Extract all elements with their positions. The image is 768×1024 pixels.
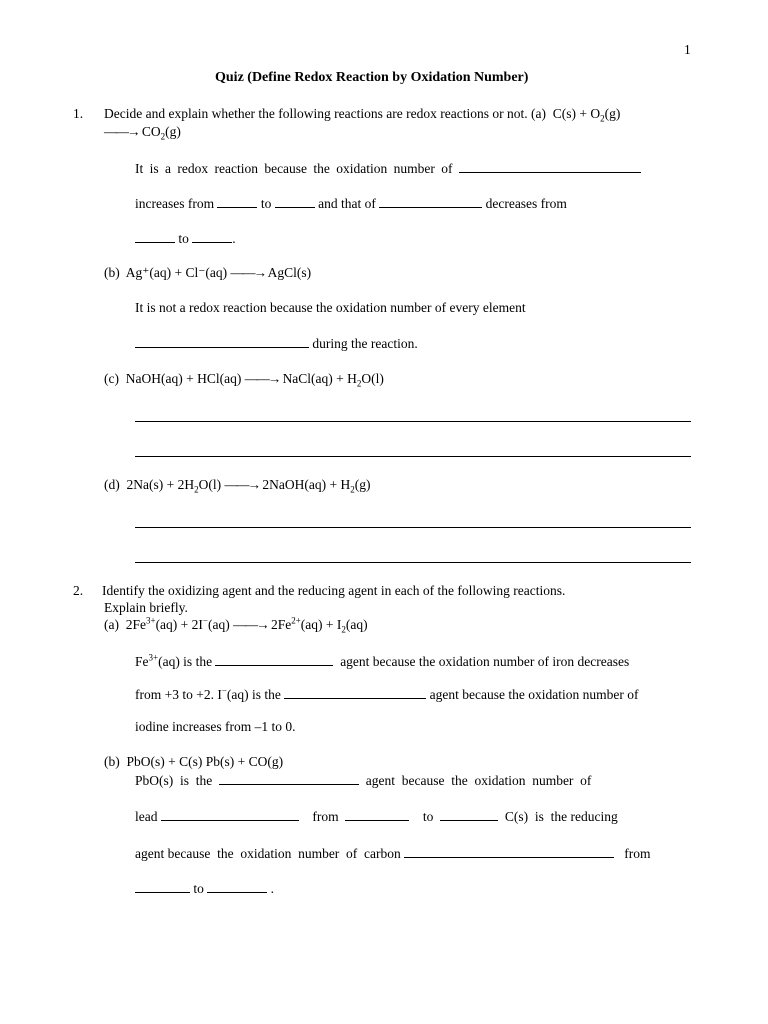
answer-blank[interactable] (275, 195, 315, 208)
q1d-product-sub: 2 (350, 484, 355, 495)
q1a-line2-text: increases from (135, 196, 215, 211)
answer-blank[interactable] (459, 160, 641, 173)
q2a-p1: 2Fe (270, 617, 292, 632)
answer-blank[interactable] (284, 686, 426, 699)
q2a-r2-end: (aq) (207, 617, 230, 632)
q1a-line2-that: and that of (318, 196, 376, 211)
q2a-p2-end: (aq) (345, 617, 368, 632)
q2b-l3-from: from (624, 846, 651, 861)
q1a-product-state: (g) (165, 124, 181, 139)
q2-number: 2. (73, 583, 84, 598)
answer-blank[interactable] (215, 653, 333, 666)
q1a-product-line (104, 124, 181, 140)
q1a-line2 (135, 195, 567, 212)
answer-blank[interactable] (207, 880, 267, 893)
q2a-l1-charge: 3+ (148, 652, 159, 663)
q1c-product-end: O(l) (361, 371, 384, 386)
q1a-line2-decreases: decreases from (485, 196, 567, 211)
q2a-l2-is-the: (aq) is the (226, 687, 281, 702)
quiz-title: Quiz (Define Redox Reaction by Oxidation Number) (215, 70, 529, 85)
q2a-r1-charge: 3+ (145, 615, 156, 626)
q1d-reactants: 2Na(s) + 2H (126, 477, 195, 492)
page-number: 1 (684, 42, 691, 57)
answer-line[interactable] (135, 421, 691, 422)
answer-blank[interactable] (192, 230, 232, 243)
answer-line[interactable] (135, 456, 691, 457)
answer-blank[interactable] (440, 808, 498, 821)
q2b-l2-text: C(s) is the reducing (504, 809, 618, 824)
arrow-icon: ——→ (230, 265, 265, 280)
arrow-icon: ——→ (224, 477, 259, 492)
q1c-equation (104, 371, 384, 387)
answer-line[interactable] (135, 562, 691, 563)
q1b-line2 (135, 335, 418, 352)
q1b-label: (b) (104, 265, 120, 280)
q1a-line2-to: to (260, 196, 272, 211)
answer-blank[interactable] (345, 808, 409, 821)
q1-prompt (104, 106, 620, 122)
q1a-eq-sub: 2 (600, 113, 605, 124)
q2b-eq: PbO(s) + C(s) Pb(s) + CO(g) (126, 754, 284, 769)
q1b-reactants: Ag⁺(aq) + Cl⁻(aq) (125, 265, 228, 280)
q1d-product: 2NaOH(aq) + H (262, 477, 351, 492)
answer-blank[interactable] (219, 772, 359, 785)
answer-blank[interactable] (161, 808, 299, 821)
q1b-equation (104, 265, 311, 281)
q2a-line1 (135, 653, 629, 670)
q1b-product: AgCl(s) (267, 265, 312, 280)
q1c-product-sub: 2 (356, 378, 362, 389)
q2b-l2-to: to (422, 809, 434, 824)
q2a-l2-agent: agent because the oxidation number of (429, 687, 639, 702)
q1d-reactants-end: O(l) (198, 477, 222, 492)
q1a-eq-reactant: C(s) + O (552, 106, 601, 121)
q2a-p2-sub: 2 (341, 624, 346, 635)
q1c-reactants: NaOH(aq) + HCl(aq) (125, 371, 242, 386)
q1a-line1 (135, 160, 641, 177)
q2a-l1-is-the: (aq) is the (158, 654, 213, 669)
q2a-p1-charge: 2+ (291, 615, 301, 626)
q2a-l1-fe: Fe (135, 654, 149, 669)
q2b-l3-text: agent because the oxidation number of carbon (135, 846, 401, 861)
q2b-line4 (135, 880, 274, 897)
q1a-line3-to: to (178, 231, 189, 246)
answer-blank[interactable] (135, 230, 175, 243)
answer-line[interactable] (135, 527, 691, 528)
q2-prompt-2: Explain briefly. (104, 600, 188, 615)
q1d-product-end: (g) (354, 477, 371, 492)
q2b-l1-text: PbO(s) is the (135, 773, 213, 788)
q2a-line3: iodine increases from –1 to 0. (135, 719, 296, 734)
q2-prompt: Identify the oxidizing agent and the reducing agent in each of the following reactions. (102, 583, 566, 598)
q1-number: 1. (73, 106, 84, 121)
answer-blank[interactable] (404, 845, 614, 858)
q1d-label: (d) (104, 477, 120, 492)
q2a-l2-charge: − (221, 685, 227, 696)
arrow-icon: ——→ (104, 124, 139, 139)
q1a-product: CO (141, 124, 161, 139)
q1c-product: NaCl(aq) + H (282, 371, 357, 386)
q1a-line3 (135, 230, 236, 247)
q1d-equation (104, 477, 370, 493)
q2b-l2-lead: lead (135, 809, 158, 824)
q2b-l2-from: from (312, 809, 339, 824)
q2b-line3 (135, 845, 651, 862)
q2b-l4-period: . (270, 881, 275, 896)
arrow-icon: ——→ (244, 371, 280, 386)
q1a-product-sub: 2 (160, 131, 166, 142)
q1c-label: (c) (104, 371, 119, 386)
q2a-l2-text: from +3 to +2. I (135, 687, 222, 702)
q2a-equation (104, 617, 368, 633)
arrow-icon: ——→ (233, 617, 268, 632)
q1b-line2-text: during the reaction. (312, 336, 418, 351)
answer-blank[interactable] (135, 335, 309, 348)
q1b-line1: It is not a redox reaction because the oxidation number of every element (135, 300, 526, 315)
q1a-eq-state: (g) (604, 106, 621, 121)
q2a-r1: 2Fe (125, 617, 146, 632)
q2a-line2 (135, 686, 638, 703)
q2b-label: (b) (104, 754, 120, 769)
q2b-line2 (135, 808, 618, 825)
q2a-r1-end: (aq) + 2I (155, 617, 203, 632)
answer-blank[interactable] (379, 195, 482, 208)
q2a-l1-text: agent because the oxidation number of iron decreases (340, 654, 630, 669)
q1a-label: (a) (530, 106, 546, 121)
q2a-p1-end: (aq) + I (300, 617, 342, 632)
answer-blank[interactable] (135, 880, 190, 893)
q1a-line1-text: It is a redox reaction because the oxidation number of (135, 161, 453, 176)
q2a-label: (a) (104, 617, 119, 632)
q1d-reactants-sub: 2 (194, 484, 199, 495)
answer-blank[interactable] (217, 195, 257, 208)
q1-prompt-text: Decide and explain whether the following reactions are redox reactions or not. (104, 106, 528, 121)
q2b-l1-agent: agent because the oxidation number of (365, 773, 592, 788)
q2a-r2-charge: − (202, 615, 208, 626)
q1a-line3-period: . (232, 231, 236, 246)
q2b-equation (104, 754, 283, 770)
q2b-l4-to: to (193, 881, 204, 896)
q2b-line1 (135, 772, 591, 789)
